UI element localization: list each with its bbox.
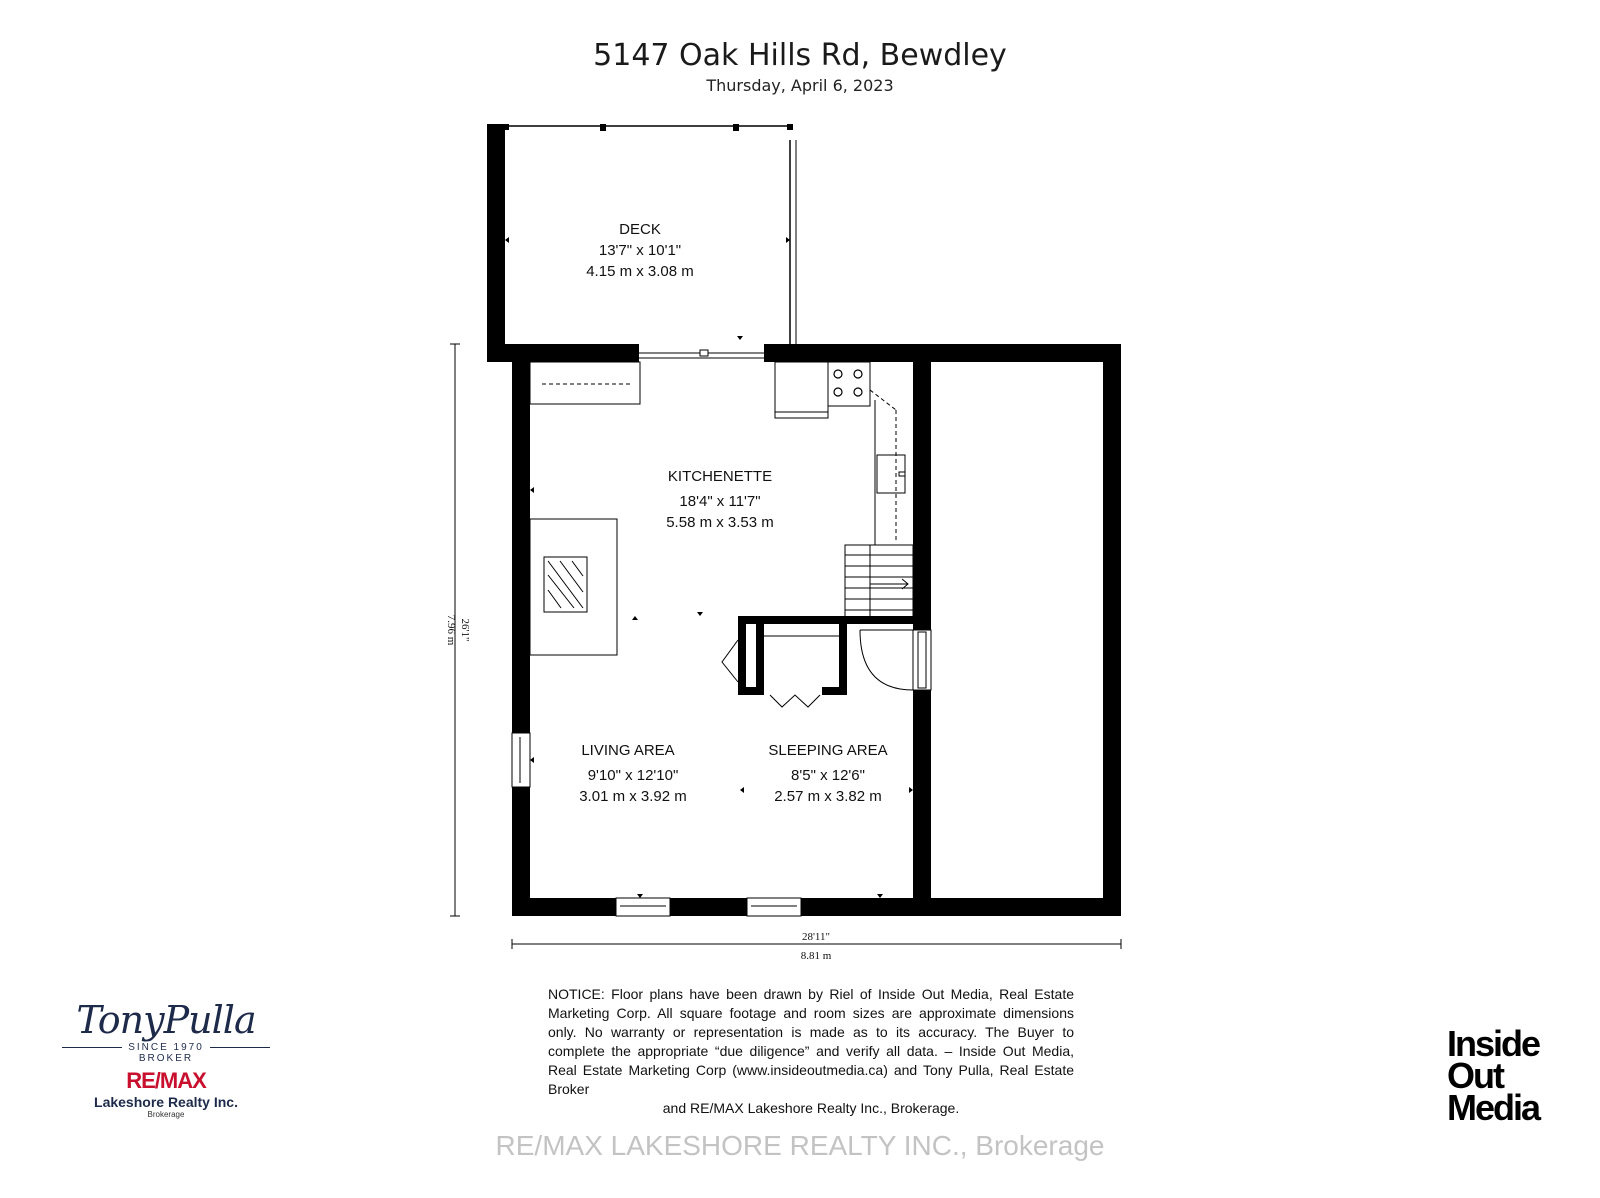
- room-kitchenette: [666, 468, 774, 531]
- media-logo: [1447, 1023, 1540, 1128]
- agent-role: BROKER: [138, 1053, 194, 1064]
- page-title: 5147 Oak Hills Rd, Bewdley: [593, 38, 1007, 73]
- width-metric: 8.81 m: [800, 950, 832, 962]
- agent-name: TonyPulla: [76, 998, 256, 1042]
- room-imperial: 9'10" x 12'10": [587, 767, 679, 784]
- room-imperial: 13'7" x 10'1": [598, 242, 682, 259]
- windows: [512, 733, 801, 916]
- remax-logo: RE/MAX: [126, 1068, 206, 1093]
- media-line1: Inside: [1447, 1023, 1540, 1064]
- brokerage-sub: Brokerage: [147, 1110, 185, 1119]
- room-name: KITCHENETTE: [667, 468, 773, 485]
- height-imperial: 26'1": [459, 618, 471, 642]
- notice-last-line: and RE/MAX Lakeshore Realty Inc., Brokerage.: [662, 1100, 960, 1116]
- room-name: DECK: [619, 221, 661, 238]
- media-line3: Media: [1447, 1087, 1540, 1128]
- room-metric: 3.01 m x 3.92 m: [579, 788, 687, 805]
- height-metric: 7.96 m: [445, 614, 457, 646]
- room-metric: 2.57 m x 3.82 m: [774, 788, 882, 805]
- width-dimension: [512, 931, 1121, 962]
- agent-logo: [50, 998, 282, 1119]
- room-imperial: 18'4" x 11'7": [679, 493, 761, 510]
- stove-burners: [834, 370, 862, 396]
- stairs: [845, 545, 913, 620]
- room-imperial: 8'5" x 12'6": [791, 767, 865, 784]
- notice-body: NOTICE: Floor plans have been drawn by Riel of Inside Out Media, Real Estate Marketing Corp. All square footage and room sizes are approximate dimensions only. No warranty or representation is made as to its accuracy. The Buyer to complete the appropriate “due diligence” and verify all data. – Inside Out Media, Real Estate Marketing Corp (www.insideoutmedia.ca) and Tony Pulla, Real Estate Broker: [548, 986, 1074, 1097]
- agent-since: SINCE 1970: [128, 1042, 204, 1053]
- brokerage-name: Lakeshore Realty Inc.: [94, 1094, 238, 1110]
- media-line2: Out: [1447, 1055, 1503, 1096]
- room-name: LIVING AREA: [581, 742, 675, 759]
- closet-walls: [738, 616, 913, 695]
- sliding-door: [639, 350, 764, 358]
- fireplace: [530, 519, 617, 655]
- closet-detail: [722, 630, 931, 707]
- width-imperial: 28'11": [801, 931, 831, 943]
- page-date: Thursday, April 6, 2023: [706, 76, 894, 95]
- room-living: [579, 742, 687, 805]
- room-deck: [586, 221, 694, 280]
- room-sleeping: [768, 742, 887, 805]
- house-walls: [512, 344, 1121, 916]
- room-metric: 4.15 m x 3.08 m: [586, 263, 694, 280]
- height-dimension: [445, 344, 471, 916]
- watermark: RE/MAX LAKESHORE REALTY INC., Brokerage: [495, 1130, 1105, 1161]
- room-metric: 5.58 m x 3.53 m: [666, 514, 774, 531]
- room-name: SLEEPING AREA: [768, 742, 888, 759]
- notice-text: [548, 985, 1074, 1118]
